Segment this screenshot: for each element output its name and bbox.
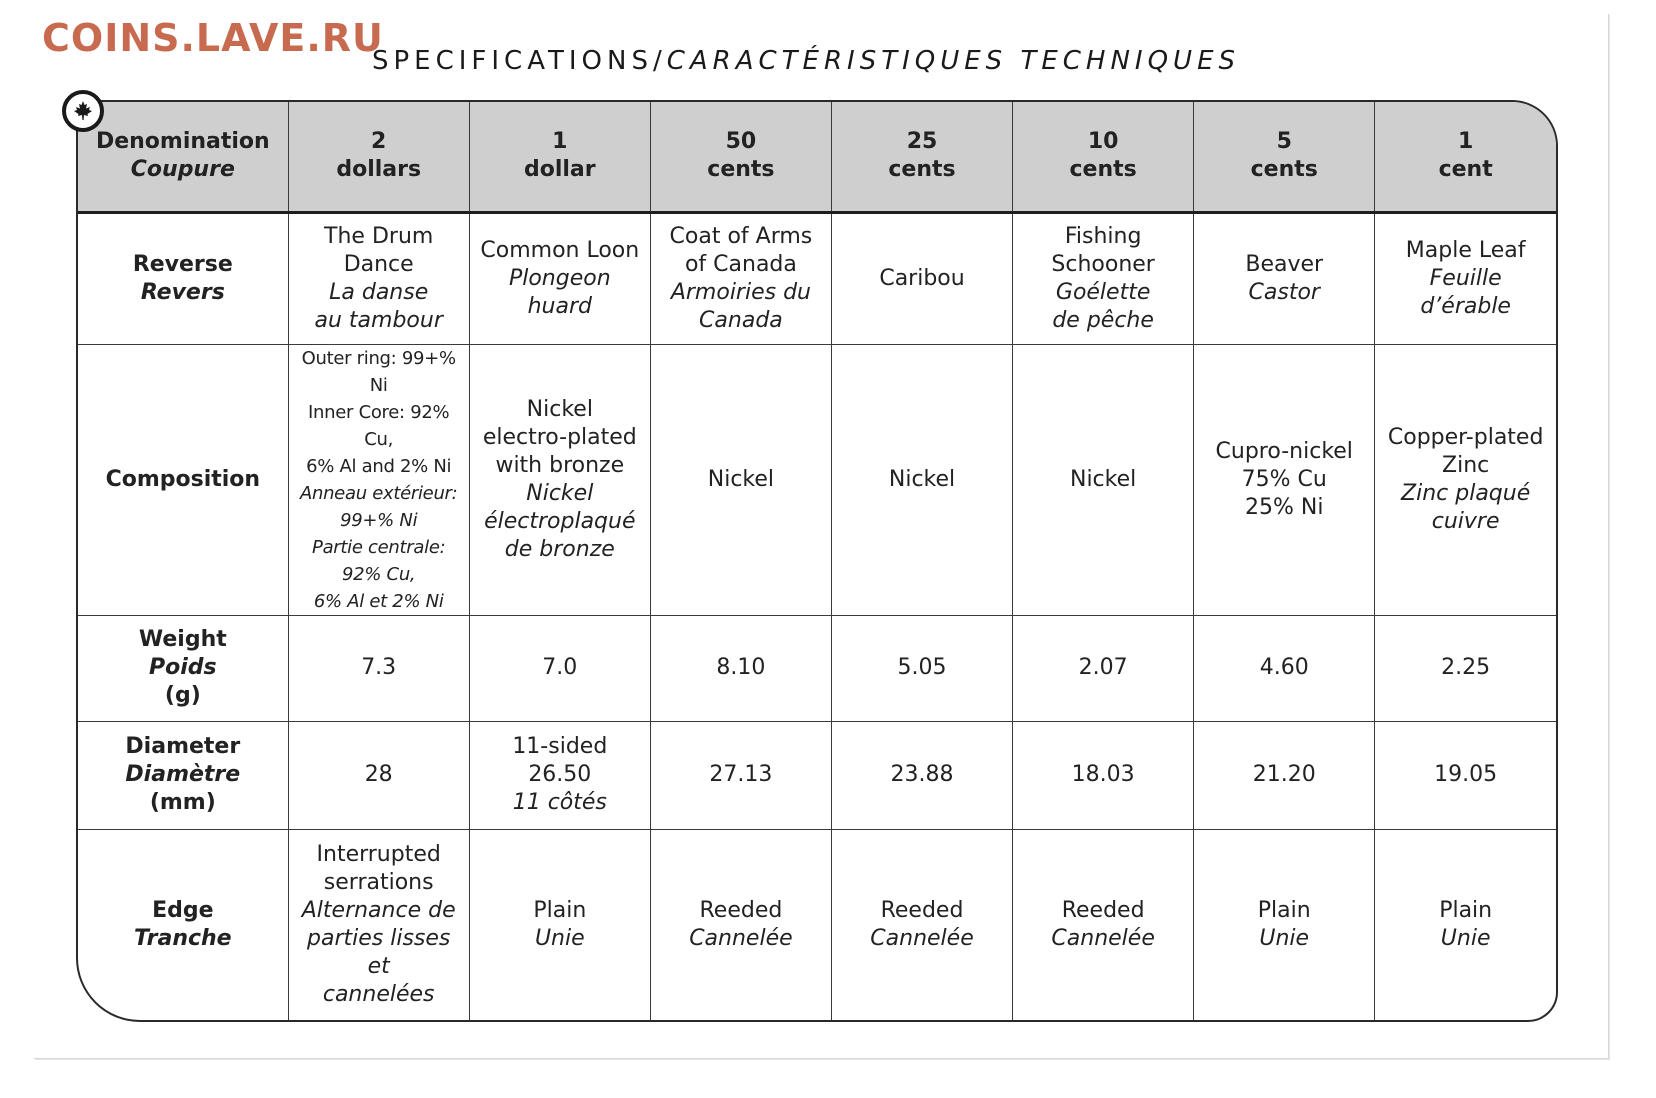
reverse-en-line: Beaver — [1245, 251, 1324, 277]
weight-value: 4.60 — [1194, 615, 1375, 721]
composition-fr-line: 99+% Ni — [340, 509, 418, 531]
composition-fr-line: Partie centrale: — [312, 536, 446, 558]
denomination-label: Denomination Coupure — [78, 102, 288, 212]
composition-en-line: Inner Core: 92% Cu, — [308, 401, 450, 450]
edge-fr-line: Cannelée — [870, 925, 974, 951]
edge-cell — [288, 829, 469, 1020]
reverse-cell — [1375, 212, 1556, 344]
edge-fr-line: cannelées — [322, 981, 435, 1007]
weight-value: 2.07 — [1013, 615, 1194, 721]
coin-header-2-dollars: 2 dollars — [288, 102, 469, 212]
diameter-cell — [1375, 721, 1556, 829]
composition-cell — [650, 344, 831, 615]
edge-en-line: Reeded — [1061, 897, 1145, 923]
weight-value: 5.05 — [831, 615, 1012, 721]
coin-header-1-dollar: 1 dollar — [469, 102, 650, 212]
diameter-en-line: 26.50 — [528, 762, 592, 787]
composition-cell — [1013, 344, 1194, 615]
composition-label: Composition — [78, 344, 288, 615]
weight-value: 8.10 — [650, 615, 831, 721]
edge-en-line: serrations — [323, 869, 434, 895]
weight-value: 7.3 — [288, 615, 469, 721]
reverse-fr-line: La danse — [329, 279, 429, 305]
edge-fr-line: Cannelée — [689, 925, 793, 951]
edge-cell — [469, 829, 650, 1020]
edge-cell — [650, 829, 831, 1020]
composition-en-line: Nickel — [707, 466, 775, 492]
reverse-fr-line: Canada — [699, 307, 783, 333]
diameter-en-line: 21.20 — [1252, 762, 1316, 787]
composition-cell — [1194, 344, 1375, 615]
reverse-en-line: Fishing — [1064, 223, 1142, 249]
edge-en-line: Plain — [1257, 897, 1311, 923]
title-en: SPECIFICATIONS/ — [372, 46, 667, 76]
composition-en-line: Cupro-nickel — [1215, 438, 1353, 464]
composition-en-line: Nickel — [888, 466, 956, 492]
edge-cell — [1013, 829, 1194, 1020]
weight-value: 7.0 — [469, 615, 650, 721]
coin-header-5-cents: 5 cents — [1194, 102, 1375, 212]
diameter-row — [78, 721, 1556, 829]
composition-en-line: Nickel — [1069, 466, 1137, 492]
composition-en-line: Zinc — [1442, 452, 1490, 478]
reverse-cell — [831, 212, 1012, 344]
composition-en-line: with bronze — [495, 452, 625, 478]
reverse-cell — [650, 212, 831, 344]
edge-fr-line: Alternance de — [301, 897, 456, 923]
reverse-fr-line: Feuille — [1429, 265, 1502, 291]
reverse-fr-line: au tambour — [314, 307, 443, 333]
diameter-en-line: 11-sided — [512, 734, 608, 759]
composition-fr-line: 6% Al et 2% Ni — [313, 590, 444, 612]
page-title — [372, 46, 1240, 76]
reverse-fr-line: d’érable — [1420, 293, 1511, 319]
composition-en-line: 25% Ni — [1245, 494, 1324, 520]
composition-en-line: 75% Cu — [1241, 466, 1327, 492]
composition-cell — [831, 344, 1012, 615]
diameter-en-line: 27.13 — [709, 762, 773, 787]
reverse-en-line: Maple Leaf — [1405, 237, 1526, 263]
composition-en-line: Copper-plated — [1387, 424, 1544, 450]
edge-en-line: Interrupted — [316, 841, 441, 867]
reverse-cell — [288, 212, 469, 344]
diameter-en-line: 28 — [364, 762, 393, 787]
reverse-cell — [1013, 212, 1194, 344]
diameter-cell — [288, 721, 469, 829]
diameter-cell — [650, 721, 831, 829]
composition-fr-line: cuivre — [1431, 508, 1500, 534]
diameter-fr-line: 11 côtés — [512, 790, 607, 815]
composition-cell — [1375, 344, 1556, 615]
reverse-en-line: of Canada — [684, 251, 797, 277]
composition-fr-line: Anneau extérieur: — [299, 482, 458, 504]
edge-label: Edge Tranche — [78, 829, 288, 1020]
composition-en-line: Nickel — [526, 396, 593, 422]
edge-cell — [1194, 829, 1375, 1020]
diameter-cell — [1013, 721, 1194, 829]
reverse-fr-line: Plongeon huard — [508, 265, 611, 319]
reverse-cell — [1194, 212, 1375, 344]
diameter-cell — [1194, 721, 1375, 829]
composition-fr-line: électroplaqué — [484, 508, 636, 534]
edge-fr-line: parties lisses et — [307, 925, 451, 979]
composition-fr-line: 92% Cu, — [342, 563, 416, 585]
edge-fr-line: Cannelée — [1051, 925, 1155, 951]
composition-cell — [288, 344, 469, 615]
composition-fr-line: Nickel — [526, 480, 594, 506]
composition-en-line: 6% Al and 2% Ni — [306, 455, 452, 477]
diameter-cell — [469, 721, 650, 829]
reverse-en-line: Coat of Arms — [669, 223, 813, 249]
edge-row — [78, 829, 1556, 1020]
composition-cell — [469, 344, 650, 615]
title-fr: CARACTÉRISTIQUES TECHNIQUES — [666, 46, 1241, 76]
reverse-row — [78, 212, 1556, 344]
weight-row — [78, 615, 1556, 721]
reverse-fr-line: Armoiries du — [670, 279, 811, 305]
edge-fr-line: Unie — [534, 925, 585, 951]
maple-leaf-icon — [62, 90, 104, 132]
coin-header-10-cents: 10 cents — [1013, 102, 1194, 212]
reverse-en-line: Common Loon — [480, 237, 640, 263]
edge-en-line: Reeded — [699, 897, 783, 923]
reverse-en-line: Caribou — [879, 265, 965, 291]
maple-leaf-icon-glyph — [71, 99, 95, 123]
edge-fr-line: Unie — [1440, 925, 1491, 951]
reverse-en-line: The Drum Dance — [324, 223, 434, 277]
denomination-row — [78, 102, 1556, 212]
diameter-en-line: 23.88 — [890, 762, 954, 787]
composition-fr-line: de bronze — [504, 536, 615, 562]
diameter-label: Diameter Diamètre (mm) — [78, 721, 288, 829]
diameter-en-line: 18.03 — [1071, 762, 1135, 787]
watermark: COINS.LAVE.RU — [42, 16, 384, 60]
specifications-table — [76, 100, 1558, 1022]
reverse-cell — [469, 212, 650, 344]
edge-cell — [831, 829, 1012, 1020]
coin-header-25-cents: 25 cents — [831, 102, 1012, 212]
composition-row — [78, 344, 1556, 615]
edge-cell — [1375, 829, 1556, 1020]
composition-en-line: electro-plated — [482, 424, 637, 450]
diameter-en-line: 19.05 — [1434, 762, 1498, 787]
edge-fr-line: Unie — [1259, 925, 1310, 951]
coin-header-1-cent: 1 cent — [1375, 102, 1556, 212]
composition-en-line: Outer ring: 99+% Ni — [301, 347, 456, 396]
edge-en-line: Plain — [533, 897, 587, 923]
weight-label: Weight Poids (g) — [78, 615, 288, 721]
coin-header-50-cents: 50 cents — [650, 102, 831, 212]
edge-en-line: Reeded — [880, 897, 964, 923]
edge-en-line: Plain — [1439, 897, 1493, 923]
reverse-en-line: Schooner — [1051, 251, 1155, 277]
reverse-fr-line: Castor — [1248, 279, 1320, 305]
weight-value: 2.25 — [1375, 615, 1556, 721]
reverse-fr-line: de pêche — [1052, 307, 1154, 333]
diameter-cell — [831, 721, 1012, 829]
reverse-fr-line: Goélette — [1055, 279, 1151, 305]
reverse-label: Reverse Revers — [78, 212, 288, 344]
composition-fr-line: Zinc plaqué — [1401, 480, 1531, 506]
